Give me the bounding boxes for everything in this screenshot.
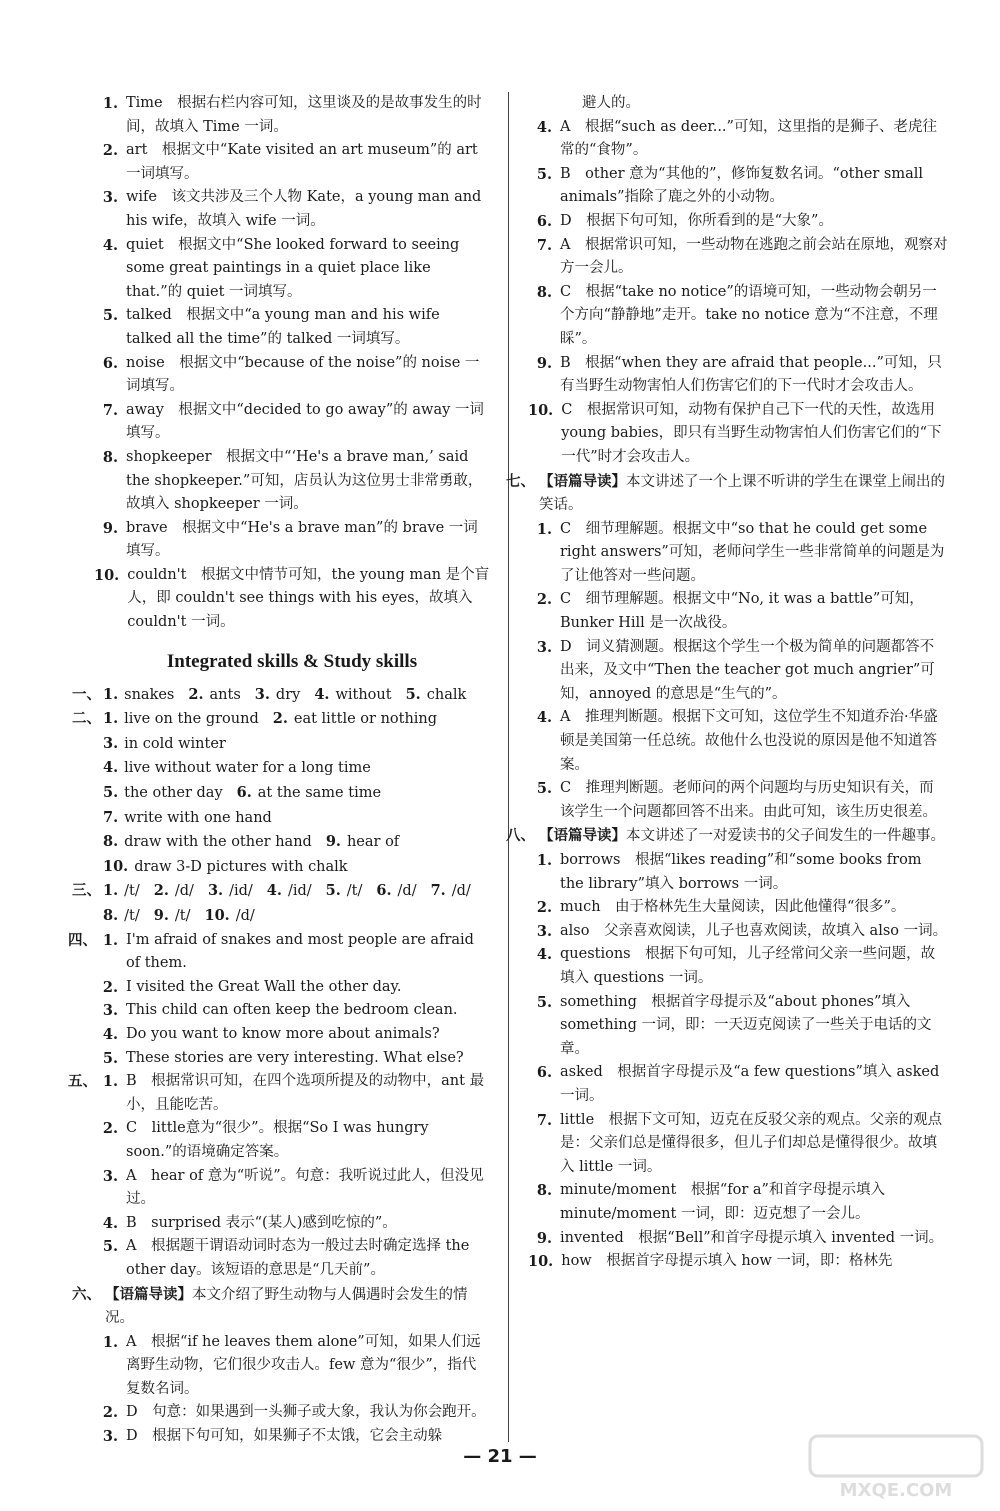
item-number: 5. (102, 307, 118, 325)
answer-item (528, 116, 948, 163)
item-number: 3. (254, 685, 270, 703)
item-text: These stories are very interesting. What else? (126, 1049, 464, 1066)
answer-item (528, 1227, 948, 1251)
section-mark: 五、 (68, 1073, 97, 1091)
item-text: wife 该文共涉及三个人物 Kate，a young man and his wife，故填入 wife 一词。 (126, 189, 482, 229)
answer-text: /t/ (124, 908, 140, 924)
part-one (72, 683, 490, 708)
answer-item (528, 234, 948, 281)
answer-item (94, 1070, 490, 1117)
short-answers (103, 707, 490, 879)
item-number: 3. (102, 189, 118, 207)
answer-text: the other day (124, 785, 223, 802)
left-column (68, 92, 490, 1449)
item-number: 9. (102, 519, 118, 537)
short-answer (431, 879, 471, 904)
item-text: B surprised 表示“(某人)感到吃惊的”。 (126, 1214, 397, 1231)
answer-text: live on the ground (124, 711, 259, 728)
item-number: 4. (536, 118, 552, 136)
short-answer (273, 707, 437, 732)
passage-guide-text: 本文讲述了一个上课不听讲的学生在课堂上闹出的笑话。 (539, 473, 945, 514)
answer-item (528, 1179, 948, 1226)
answer-text: /id/ (287, 883, 312, 900)
item-number: 1. (536, 520, 552, 538)
item-number: 2. (102, 142, 118, 160)
short-answer (255, 683, 301, 708)
item-number: 4. (102, 1025, 118, 1043)
item-text: D 根据下句可知，你所看到的是“大象”。 (560, 212, 833, 229)
passage-guide-label: 【语篇导读】 (539, 827, 626, 845)
short-answer (103, 732, 226, 757)
short-answer (376, 879, 416, 904)
short-answer (237, 781, 381, 806)
short-answer (188, 683, 240, 708)
answer-item (528, 588, 948, 635)
item-number: 6. (536, 212, 552, 230)
answer-item (94, 1023, 490, 1047)
item-text: C 根据常识可知，动物有保护自己下一代的天性，故选用 young babies，即只有当野生动物害怕人们伤害它们的“下一代”时才会攻击人。 (561, 401, 942, 465)
item-number: 5. (325, 882, 341, 900)
item-number: 9. (536, 1229, 552, 1247)
answer-item (94, 399, 490, 446)
answer-item (94, 1165, 490, 1212)
answer-text: draw 3-D pictures with chalk (134, 858, 348, 875)
item-text: D 句意：如果遇到一头狮子或大象，我认为你会跑开。 (126, 1404, 486, 1421)
watermark-text: MXQE.COM (839, 1480, 953, 1501)
short-answer (103, 904, 140, 929)
item-number: 4. (103, 759, 119, 777)
item-number: 7. (102, 401, 118, 419)
item-text: noise 根据文中“because of the noise”的 noise 一词填写。 (126, 354, 480, 395)
answer-item (528, 1061, 948, 1108)
short-answer (103, 756, 371, 781)
section-mark: 六、 (72, 1285, 101, 1303)
item-text: how 根据首字母提示填入 how 一词，即：格林先 (561, 1253, 893, 1270)
answer-item (528, 399, 948, 470)
answer-text: /d/ (235, 908, 255, 924)
part-four (68, 929, 490, 1071)
answer-item (528, 1250, 948, 1274)
answer-text: in cold winter (124, 735, 226, 752)
item-number: 3. (102, 1002, 118, 1020)
answer-item (94, 976, 490, 1000)
section-header (68, 929, 101, 953)
answer-item (528, 777, 948, 824)
part-two (72, 707, 490, 879)
item-text: C little意为“很少”。根据“So I was hungry soon.”的语境确定答案。 (126, 1120, 429, 1160)
answer-item (94, 352, 490, 399)
answer-text: /d/ (174, 883, 194, 900)
item-text: B 根据“when they are afraid that people...”可知，只有当野生动物害怕人们伤害它们的下一代时才会攻击人。 (560, 354, 942, 395)
item-text: A 根据“such as deer...”可知，这里指的是狮子、老虎往常的“食物”。 (560, 118, 937, 159)
item-number: 8. (103, 833, 119, 851)
item-number: 3. (102, 1167, 118, 1185)
short-answer-row (72, 683, 490, 708)
part-six (72, 1283, 490, 1449)
answer-item (528, 1109, 948, 1180)
item-text: talked 根据文中“a young man and his wife talked all the time”的 talked 一词填写。 (126, 307, 440, 347)
answer-item (94, 234, 490, 305)
item-text: away 根据文中“decided to go away”的 away 一词填写。 (126, 401, 484, 442)
item-text: C 细节理解题。根据文中“No, it was a battle”可知，Bunker Hill 是一次战役。 (560, 591, 924, 632)
item-number: 5. (102, 1049, 118, 1067)
short-answer (103, 879, 140, 904)
item-text: couldn't 根据文中情节可知，the young man 是个盲人，即 couldn't see things with his eyes，故填入 couldn't 一词。 (127, 566, 490, 631)
item-text: C 细节理解题。根据文中“so that he could get some right answers”可知，老师问学生一些非常简单的问题是为了让他答对一些问题。 (560, 520, 945, 584)
answer-item (528, 849, 948, 896)
answer-item (528, 896, 948, 920)
short-answer (103, 707, 259, 732)
item-number: 1. (102, 1333, 118, 1351)
item-number: 1. (103, 882, 119, 900)
answer-item (94, 1047, 490, 1071)
item-number: 4. (102, 1214, 118, 1232)
short-answer (314, 683, 391, 708)
answer-text: /t/ (346, 883, 363, 900)
item-text: A 根据题干谓语动词时态为一般过去时确定选择 the other day。该短语的意思是“几天前”。 (126, 1238, 470, 1278)
short-answer (103, 683, 174, 708)
section-header (72, 1283, 490, 1331)
item-text: also 父亲喜欢阅读，儿子也喜欢阅读，故填入 also 一词。 (560, 922, 948, 939)
item-text: something 根据首字母提示及“about phones”填入 something 一词，即：一天迈克阅读了一些关于电话的文章。 (560, 993, 932, 1057)
item-number: 6. (236, 784, 252, 802)
item-number: 10. (528, 401, 554, 419)
passage-guide-text: 本文讲述了一对爱读书的父子间发生的一件趣事。 (626, 828, 945, 845)
answer-item (94, 304, 490, 351)
item-number: 2. (153, 882, 169, 900)
answer-item (528, 163, 948, 210)
answer-item (528, 920, 948, 944)
item-number: 9. (153, 907, 169, 924)
item-number: 10. (204, 907, 230, 924)
answer-item (94, 517, 490, 564)
part-six-continued (528, 116, 948, 470)
answer-item (528, 210, 948, 234)
item-text: C 推理判断题。老师问的两个问题均与历史知识有关，而该学生一个问题都回答不出来。由此可知，该生历史很差。 (560, 780, 937, 820)
short-answer (154, 879, 194, 904)
item-text: C 根据“take no notice”的语境可知，一些动物会朝另一个方向“静静地”走开。take no notice 意为“不注意，不理睬”。 (560, 283, 938, 347)
item-text: little 根据下文可知，迈克在反驳父亲的观点。父亲的观点是：父亲们总是懂得很多，但儿子们却总是懂得很少。故填入 little 一词。 (560, 1111, 943, 1175)
item-number: 1. (102, 931, 118, 949)
item-number: 8. (536, 283, 552, 301)
short-answer (326, 830, 399, 855)
section-header (506, 470, 948, 518)
answer-item (94, 1235, 490, 1282)
item-number: 5. (405, 685, 421, 703)
short-answers (103, 683, 480, 708)
item-number: 5. (536, 165, 552, 183)
answer-item (94, 1401, 490, 1425)
continued-line: 避人的。 (582, 95, 640, 111)
item-number: 2. (536, 899, 552, 917)
item-number: 1. (536, 852, 552, 869)
item-text: much 由于格林先生大量阅读，因此他懂得“很多”。 (560, 899, 906, 916)
answer-text: /d/ (397, 883, 417, 900)
item-number: 4. (266, 882, 282, 900)
answer-text: /d/ (451, 883, 471, 900)
item-number: 2. (102, 978, 118, 996)
answer-text: at the same time (257, 785, 382, 802)
answer-item (94, 564, 490, 635)
part-three (72, 879, 490, 928)
item-text: B 根据常识可知，在四个选项所提及的动物中，ant 最小，且能吃苦。 (126, 1073, 485, 1113)
short-answer (205, 904, 255, 929)
item-number: 5. (102, 1238, 118, 1256)
item-number: 1. (103, 710, 119, 728)
item-text: asked 根据首字母提示及“a few questions”填入 asked 一词。 (560, 1064, 940, 1104)
item-text: D 根据下句可知，如果狮子不太饿，它会主动躲 (126, 1428, 443, 1445)
answer-item (94, 929, 490, 976)
item-text: minute/moment 根据“for a”和首字母提示填入 minute/moment 一词，即：迈克想了一会儿。 (560, 1182, 885, 1222)
item-number: 10. (103, 857, 129, 875)
short-answer (326, 879, 363, 904)
answer-text: dry (275, 686, 301, 703)
answer-item (94, 1212, 490, 1236)
page-number: — 21 — (463, 1446, 537, 1467)
short-answer (103, 781, 223, 806)
item-number: 8. (102, 448, 118, 466)
answer-item (528, 636, 948, 707)
answer-item (94, 139, 490, 186)
answer-item (94, 92, 490, 139)
watermark-logo-icon (806, 1432, 986, 1502)
passage-guide-label: 【语篇导读】 (105, 1285, 192, 1303)
answer-text: /t/ (174, 908, 191, 924)
answer-text: ants (209, 686, 241, 703)
item-text: This child can often keep the bedroom clean. (126, 1002, 458, 1019)
right-column (506, 92, 948, 1274)
answer-text: live without water for a long time (124, 760, 371, 777)
item-number: 4. (536, 946, 552, 964)
short-answer (267, 879, 312, 904)
item-number: 5. (536, 993, 552, 1011)
item-number: 4. (102, 236, 118, 254)
column-divider (508, 92, 509, 1442)
answer-item (528, 518, 948, 589)
answer-item (94, 186, 490, 233)
item-number: 10. (528, 1253, 554, 1271)
item-number: 6. (536, 1064, 552, 1082)
answer-text: snakes (124, 686, 175, 703)
short-answer (208, 879, 253, 904)
item-text: A 推理判断题。根据下文可知，这位学生不知道乔治·华盛顿是美国第一任总统。故他什么也没说的原因是他不知道答案。 (560, 709, 938, 773)
item-text: D 词义猜测题。根据这个学生一个极为简单的问题都答不出来，及文中“Then the teacher got much angrier”可知，annoyed 的意思是“生气的”。 (560, 638, 935, 702)
section-mark: 二、 (72, 710, 101, 728)
short-answer (154, 904, 191, 929)
section-mark: 三、 (72, 882, 101, 900)
answer-item (94, 446, 490, 517)
item-number: 3. (103, 734, 119, 752)
item-number: 2. (188, 685, 204, 703)
item-number: 6. (102, 354, 118, 372)
item-text: invented 根据“Bell”和首字母提示填入 invented 一词。 (560, 1229, 944, 1246)
short-answer-row (72, 879, 490, 928)
short-answers (103, 879, 490, 928)
item-text: borrows 根据“likes reading”和“some books from the library”填入 borrows 一词。 (560, 852, 922, 892)
answer-item (528, 706, 948, 777)
item-text: brave 根据文中“He's a brave man”的 brave 一词填写。 (126, 519, 478, 560)
item-number: 9. (536, 354, 552, 372)
item-number: 4. (536, 709, 552, 727)
answer-text: /id/ (229, 883, 253, 900)
answer-item (94, 1331, 490, 1402)
item-text: I'm afraid of snakes and most people are afraid of them. (126, 931, 474, 972)
item-number: 7. (103, 808, 119, 826)
answer-text: /t/ (124, 883, 140, 900)
part-five (68, 1070, 490, 1282)
item-number: 5. (103, 784, 119, 802)
answer-item (528, 281, 948, 352)
item-number: 2. (102, 1404, 118, 1422)
item-number: 2. (272, 710, 288, 728)
item-number: 6. (376, 882, 392, 900)
item-number: 4. (314, 685, 330, 703)
item-text: Time 根据右栏内容可知，这里谈及的是故事发生的时间，故填入 Time 一词。 (126, 95, 482, 135)
item-text: questions 根据下句可知，儿子经常问父亲一些问题，故填入 questions 一词。 (560, 946, 936, 986)
answer-item (528, 991, 948, 1062)
answer-text: eat little or nothing (293, 711, 438, 728)
short-answer (103, 855, 348, 880)
item-number: 3. (207, 882, 224, 900)
part-seven (506, 470, 948, 825)
item-text: Do you want to know more about animals? (126, 1025, 440, 1042)
item-number: 3. (102, 1428, 118, 1446)
reading-fill-section (94, 92, 490, 635)
item-number: 1. (103, 685, 119, 703)
short-answer (103, 830, 312, 855)
answer-item (528, 352, 948, 399)
item-number: 3. (536, 638, 552, 656)
item-text: A hear of 意为“听说”。句意：我听说过此人，但没见过。 (126, 1167, 484, 1208)
item-number: 5. (536, 780, 552, 798)
item-number: 1. (102, 1073, 118, 1091)
item-text: A 根据“if he leaves them alone”可知，如果人们远离野生动物，它们很少攻击人。few 意为“很少”，指代复数名词。 (126, 1333, 481, 1397)
item-number: 10. (94, 566, 120, 584)
section-mark: 七、 (506, 472, 535, 490)
answer-text: chalk (426, 686, 467, 703)
item-text: quiet 根据文中“She looked forward to seeing some great paintings in a quiet place like that.”的 quiet 一词填写。 (126, 236, 460, 300)
answer-text: hear of (346, 834, 400, 851)
section-mark: 四、 (68, 931, 97, 949)
item-text: I visited the Great Wall the other day. (126, 978, 402, 995)
item-number: 8. (536, 1182, 552, 1200)
answer-text: draw with the other hand (124, 834, 312, 851)
item-text: A 根据常识可知，一些动物在逃跑之前会站在原地，观察对方一会儿。 (560, 236, 948, 277)
item-text: shopkeeper 根据文中“‘He's a brave man,’ said the shopkeeper.”可知，店员认为这位男士非常勇敢，故填入 shopkeeper 一词。 (126, 448, 483, 513)
item-number: 7. (536, 1111, 552, 1129)
item-number: 8. (103, 907, 119, 924)
item-number: 7. (536, 236, 552, 254)
answer-item (528, 943, 948, 990)
short-answer (103, 806, 272, 831)
short-answer-row (72, 707, 490, 879)
item-number: 3. (536, 922, 552, 940)
section-mark: 八、 (506, 827, 535, 845)
item-number: 9. (325, 833, 341, 851)
answer-text: write with one hand (124, 809, 272, 826)
short-answer (406, 683, 467, 708)
item-number: 1. (102, 95, 118, 112)
answer-item (94, 1117, 490, 1164)
passage-guide-text: 本文介绍了野生动物与人偶遇时会发生的情况。 (105, 1286, 468, 1327)
section-header (68, 1070, 101, 1094)
item-text: B other 意为“其他的”，修饰复数名词。“other small animals”指除了鹿之外的小动物。 (560, 165, 924, 206)
section-heading: Integrated skills & Study skills (166, 650, 418, 672)
item-number: 2. (536, 591, 552, 609)
item-number: 2. (102, 1120, 118, 1138)
section-header (506, 824, 948, 849)
section-mark: 一、 (72, 685, 101, 703)
continued-text (528, 92, 948, 116)
item-text: art 根据文中“Kate visited an art museum”的 art 一词填写。 (126, 142, 478, 182)
item-number: 7. (430, 882, 446, 900)
answer-text: without (335, 686, 392, 703)
answer-item (94, 999, 490, 1023)
part-eight (506, 824, 948, 1273)
passage-guide-label: 【语篇导读】 (539, 472, 626, 490)
